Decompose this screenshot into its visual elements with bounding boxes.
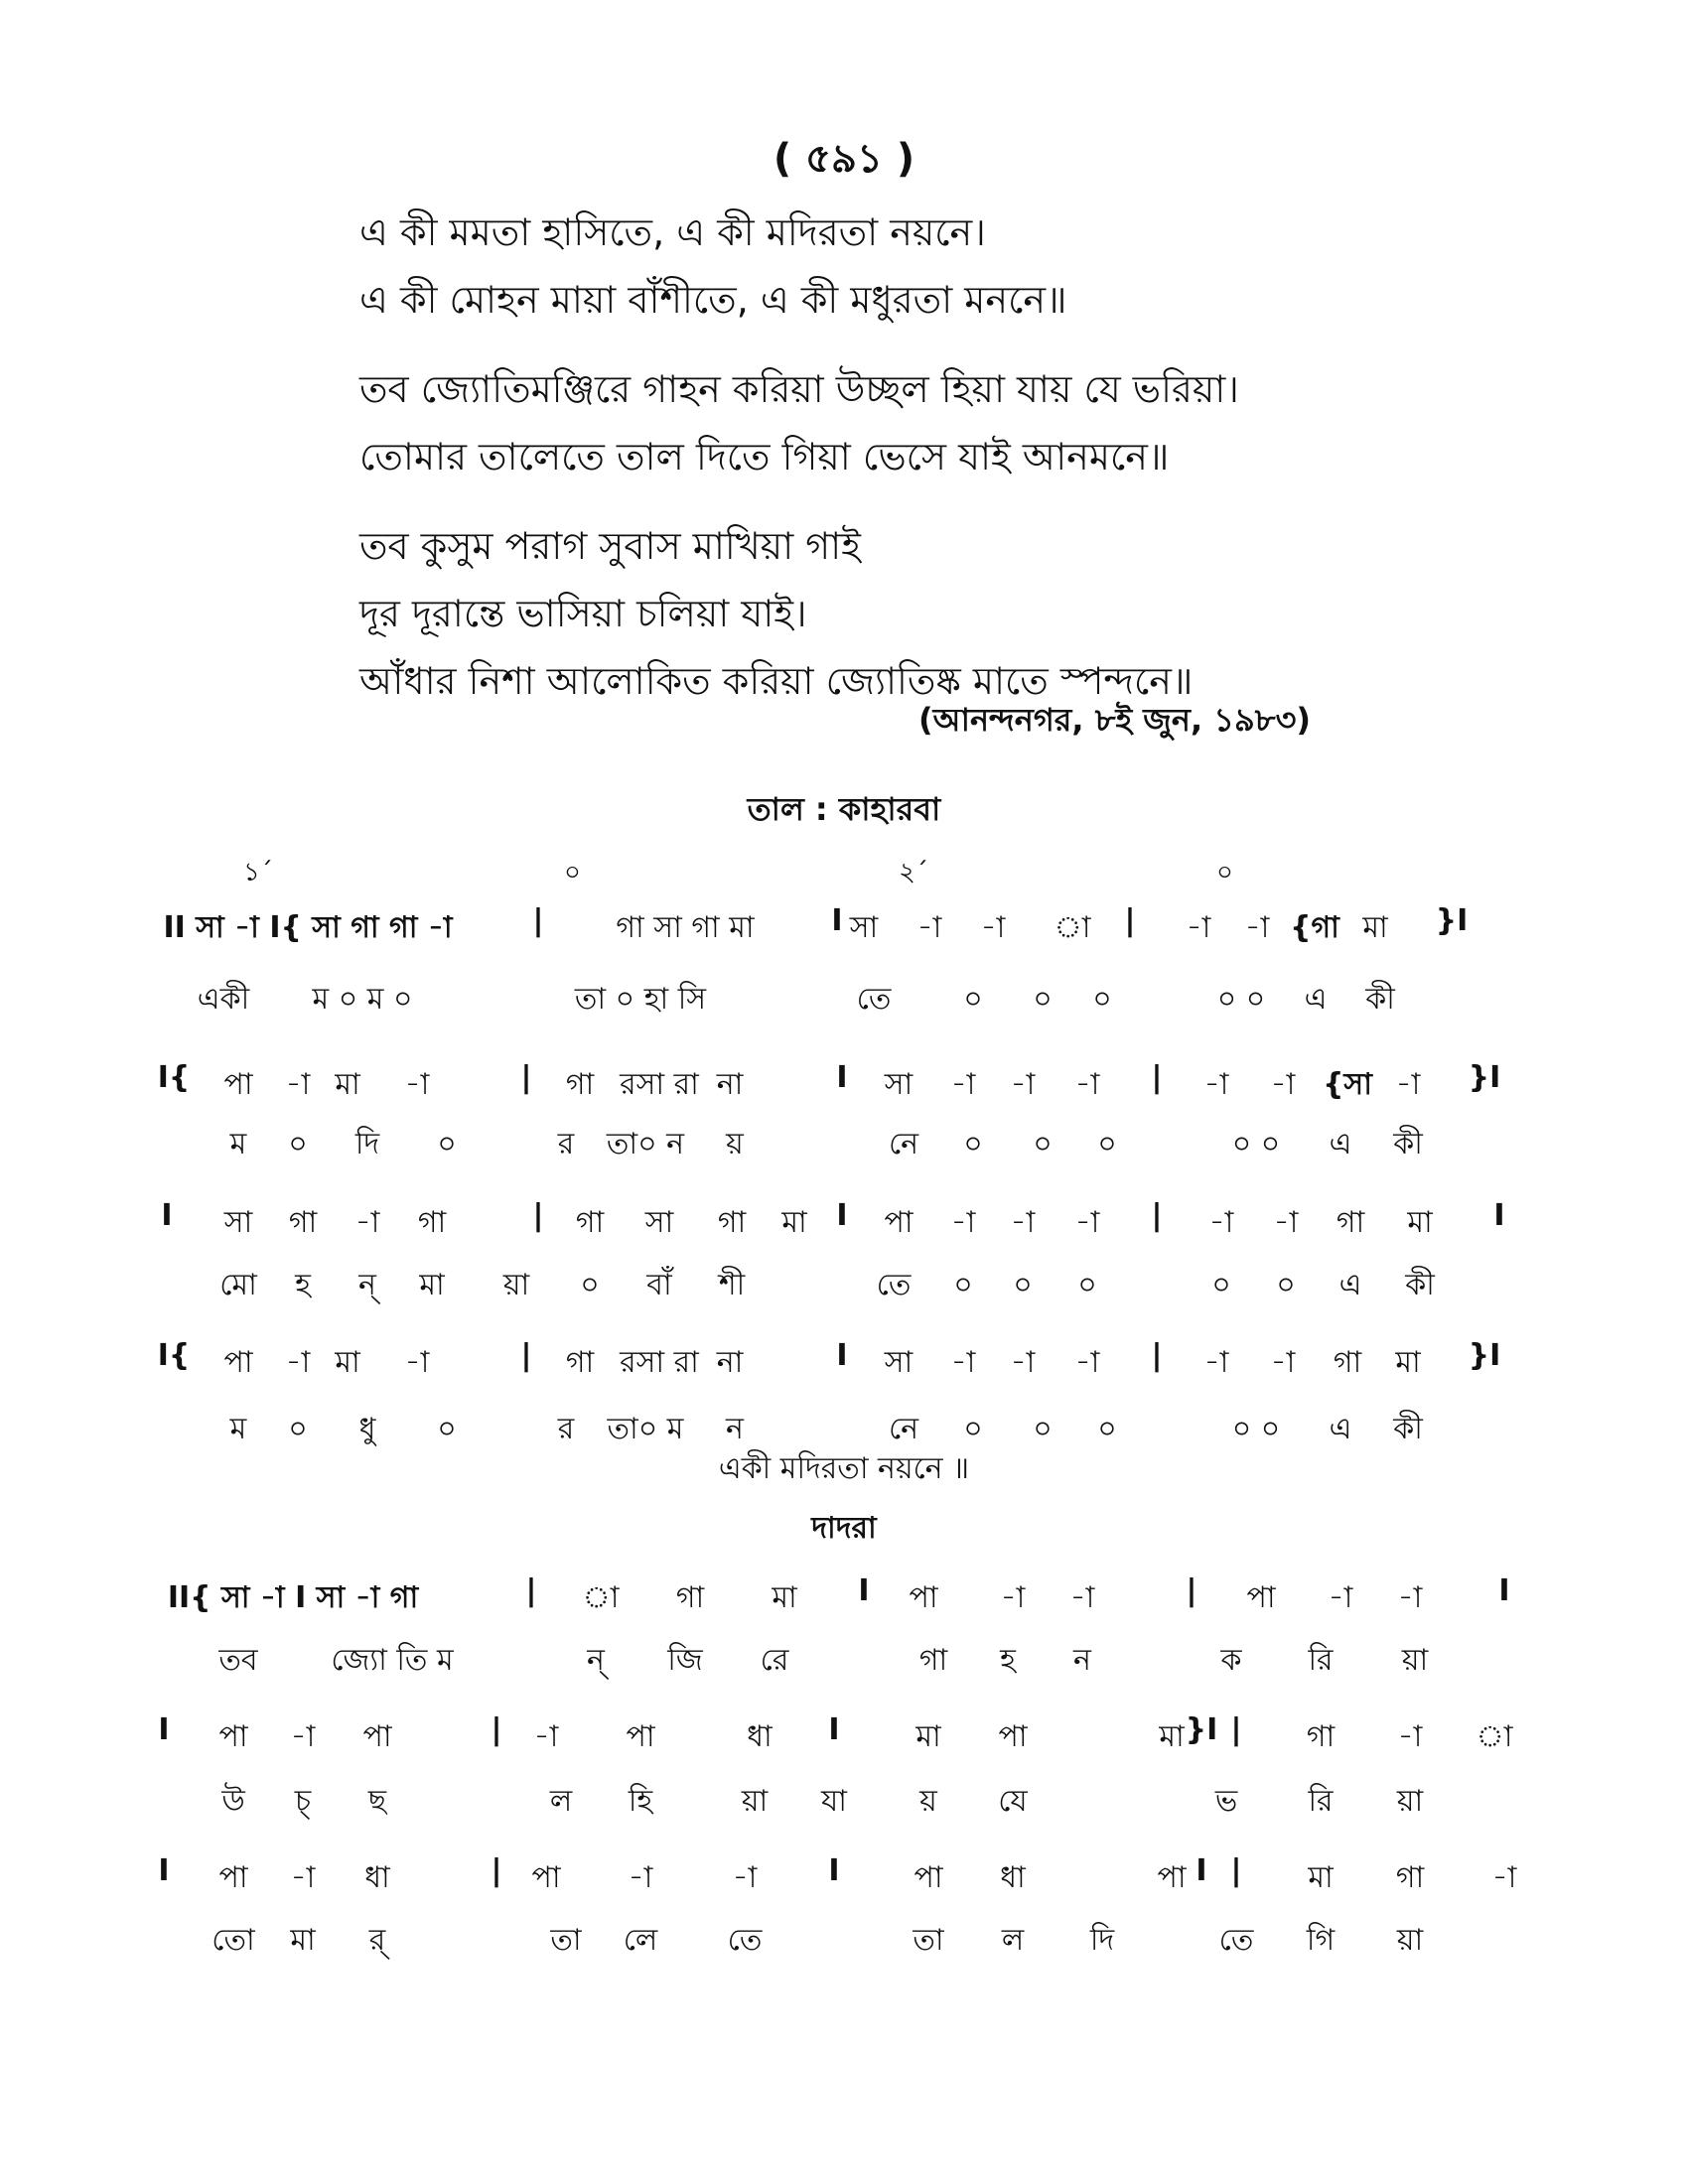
lyric-syllable: ন [1073,1643,1091,1678]
lyric-syllable: ল [549,1784,573,1819]
swara-note: -া [1074,1205,1100,1240]
lyric-syllable: জ্যো তি ম [331,1643,454,1678]
bar-line: I [1493,1198,1505,1233]
swara-note: -া [980,910,1006,945]
swara-note: -া [285,1345,311,1380]
swara-note: -া [354,1205,380,1240]
bar-line: {সা [1323,1067,1372,1102]
poem-line: আঁধার নিশা আলোকিত করিয়া জ্যোতিষ্ক মাতে স্পন্দনে॥ [359,659,1194,703]
swara-note: -া [404,1345,430,1380]
lyric-syllable: ০ [437,1412,457,1446]
lyric-syllable: ০ [1276,1268,1296,1302]
swara-note: সা [223,1205,253,1240]
lyric-syllable: য় [726,1127,744,1161]
lyric-syllable: মো [219,1268,257,1302]
bar-line: I [831,903,843,938]
lyric-syllable: হি [628,1784,653,1819]
poem-line: দূর দূরান্তে ভাসিয়া চলিয়া যাই। [359,592,807,635]
swara-note: গা [717,1205,747,1240]
bar-line: I [1196,1853,1207,1888]
tala-heading-kaharba: তাল : কাহারবা [747,790,941,828]
lyric-syllable: ম ০ ম ০ [312,982,413,1017]
swara-note: -া [1010,1067,1036,1102]
swara-note: া [1476,1719,1513,1754]
swara-note: না [716,1345,744,1380]
lyric-syllable: য়া [1401,1643,1429,1678]
swara-note: গা [565,1345,595,1380]
lyric-syllable: নে [888,1412,919,1446]
bar-line: | [532,1198,544,1233]
lyric-syllable: ০ [1077,1268,1097,1302]
swara-note: পা [218,1860,248,1895]
swara-note: সা [644,1205,674,1240]
lyric-syllable: ০ ০ [1231,1127,1281,1161]
poem-line: এ কী মমতা হাসিতে, এ কী মদিরতা নয়নে। [359,210,986,254]
swara-note: া [582,1580,620,1615]
lyric-syllable: দি [1089,1923,1115,1958]
beat-mark: ০ [564,858,581,887]
lyric-syllable: নে [888,1127,919,1161]
swara-note: -া [1186,910,1211,945]
lyric-syllable: ভ [1214,1784,1238,1819]
lyric-syllable: ০ ০ [1231,1412,1281,1446]
lyric-syllable: ০ [1033,982,1053,1017]
swara-note: গা সা গা মা [616,910,755,945]
swara-note: -া [732,1860,758,1895]
swara-note: -া [950,1067,976,1102]
lyric-syllable: গি [1306,1923,1336,1958]
lyric-syllable: তে [1218,1923,1254,1958]
beat-mark: ১´ [243,858,273,887]
lyric-syllable: ০ [1013,1268,1033,1302]
swara-note: মা [1159,1719,1185,1754]
swara-note: গা [1336,1205,1365,1240]
lyric-syllable: তে [876,1268,912,1302]
lyric-syllable: ০ [963,982,983,1017]
swara-note: -া [1010,1205,1036,1240]
swara-note: পা [223,1067,253,1102]
lyric-syllable: এ [1338,1268,1362,1302]
lyric-syllable: ০ [963,1412,983,1446]
lyric-syllable: হ [1000,1643,1016,1678]
lyric-syllable: মা [419,1268,445,1302]
swara-note: পা [1157,1860,1187,1895]
page-number: ( ৫৯১ ) [773,136,915,182]
swara-note: -া [1491,1860,1517,1895]
lyric-syllable: তা [913,1923,944,1958]
date-credit: (আনন্দনগর, ৮ই জুন, ১৯৮৩) [918,701,1311,739]
swara-note: সা [884,1067,914,1102]
swara-note: -া [290,1860,316,1895]
lyric-syllable: ন্ [587,1643,605,1678]
lyric-syllable: ধু [358,1412,376,1446]
swara-note: -া [1270,1345,1296,1380]
swara-note: -া [1395,1067,1421,1102]
swara-note: পা [884,1205,914,1240]
swara-note: ধা [747,1719,773,1754]
lyric-syllable: য়া [1396,1784,1424,1819]
lyric-syllable: ০ [288,1127,308,1161]
lyric-syllable: ছ [367,1784,387,1819]
lyric-syllable: দি [354,1127,380,1161]
lyric-syllable: কী [1393,1127,1423,1161]
lyric-syllable: য়া [502,1268,530,1302]
lyric-syllable: ক [1220,1643,1242,1678]
swara-note: মা [1407,1205,1433,1240]
lyric-syllable: যা [821,1784,847,1819]
lyric-syllable: হ [295,1268,311,1302]
swara-note: সা [849,910,879,945]
swara-note: -া [1074,1067,1100,1102]
swara-note: গা [1395,1860,1425,1895]
swara-note: -া [1203,1345,1229,1380]
lyric-syllable: ০ [1092,982,1112,1017]
swara-note: পা [218,1719,248,1754]
bar-line: }I [1468,1060,1501,1095]
bar-line: | [1151,1198,1163,1233]
lyric-syllable: কী [1405,1268,1435,1302]
bar-line: I{ [157,1338,191,1373]
swara-note: মা [1395,1345,1421,1380]
bar-line: | [525,1573,537,1608]
swara-note: পা [531,1860,561,1895]
lyric-syllable: ন [726,1412,744,1446]
bar-line: I [828,1853,840,1888]
lyric-syllable: রে [760,1643,789,1678]
bar-line: }I [1185,1712,1218,1747]
swara-note: পা [998,1719,1028,1754]
swara-note: মা [781,1205,807,1240]
lyric-syllable: য়া [1396,1923,1424,1958]
lyric-syllable: ০ [1097,1127,1117,1161]
bar-line: I [858,1573,870,1608]
swara-note: -া [628,1860,653,1895]
swara-note: গা [1306,1719,1336,1754]
swara-note: া [1054,910,1091,945]
bar-line: I [836,1060,848,1095]
swara-note: পা [362,1719,392,1754]
swara-note: -া [290,1719,316,1754]
swara-note: -া [285,1067,311,1102]
lyric-syllable: ০ [953,1268,973,1302]
lyric-syllable: ০ ০ [1216,982,1266,1017]
swara-note: -া [1208,1205,1234,1240]
lyric-syllable: তব [218,1643,258,1678]
swara-note: রসা রা [620,1345,699,1380]
swara-note: ধা [1000,1860,1026,1895]
swara-note: গা [417,1205,447,1240]
swara-note: -া [1397,1719,1423,1754]
lyric-syllable: লে [623,1923,658,1958]
bar-line: | [1186,1573,1197,1608]
swara-note: না [716,1067,744,1102]
lyric-syllable: চ্ [294,1784,312,1819]
swara-note: পা [914,1860,943,1895]
swara-note: -া [1000,1580,1026,1615]
lyric-syllable: তা০ ন [606,1127,685,1161]
lyric-syllable: ল [1001,1923,1025,1958]
bar-line: I [1498,1573,1510,1608]
swara-note: -া [533,1719,559,1754]
swara-note: পা [223,1345,253,1380]
swara-note: -া [1069,1580,1095,1615]
lyric-syllable: তে [856,982,892,1017]
swara-note: -া [1328,1580,1353,1615]
lyric-syllable: ০ [1033,1412,1053,1446]
bar-line: I [836,1198,848,1233]
swara-note: মা [335,1345,360,1380]
swara-note: মা [772,1580,797,1615]
swara-note: গা [575,1205,605,1240]
lyric-syllable: ০ [1211,1268,1231,1302]
bar-line: | [1151,1060,1163,1095]
bar-line: | [1230,1853,1242,1888]
bar-line: | [520,1338,532,1373]
bar-line: I{ [157,1060,191,1095]
swara-note: সা [884,1345,914,1380]
swara-note: পা [626,1719,655,1754]
swara-note: গা [288,1205,318,1240]
lyric-syllable: ন্ [358,1268,376,1302]
lyric-syllable: শী [718,1268,746,1302]
lyric-syllable: য়া [741,1784,769,1819]
bar-line: I [161,1198,173,1233]
bar-line: | [520,1060,532,1095]
lyric-syllable: তো [211,1923,255,1958]
bar-line: I [158,1853,170,1888]
bar-line: | [1151,1338,1163,1373]
beat-mark: ০ [1216,858,1233,887]
lyric-syllable: ০ [288,1412,308,1446]
lyric-syllable: ০ [1097,1412,1117,1446]
lyric-syllable: ম [229,1127,247,1161]
lyric-syllable: ০ [963,1127,983,1161]
swara-note: -া [404,1067,430,1102]
lyric-syllable: তে [727,1923,763,1958]
lyric-syllable: তা০ ম [607,1412,684,1446]
lyric-syllable: যে [998,1784,1028,1819]
bar-line: II{ সা -া I সা -া গা [167,1580,419,1615]
swara-note: -া [950,1345,976,1380]
lyric-syllable: মা [290,1923,316,1958]
swara-note: -া [1074,1345,1100,1380]
lyric-syllable: একী [197,982,250,1017]
lyric-syllable: র [557,1412,575,1446]
lyric-syllable: রি [1308,1643,1334,1678]
swara-note: রসা রা [620,1067,699,1102]
swara-note: গা [565,1067,595,1102]
swara-note: পা [909,1580,938,1615]
bar-line: I [158,1712,170,1747]
bar-line: | [532,903,544,938]
bar-line: | [491,1853,502,1888]
lyric-syllable: র [557,1127,575,1161]
bar-line: | [491,1712,502,1747]
swara-note: -া [916,910,942,945]
lyric-syllable: এ [1329,1127,1352,1161]
lyric-syllable: বাঁ [646,1268,672,1302]
lyric-syllable: ০ [580,1268,600,1302]
lyric-syllable: তা [550,1923,582,1958]
repeat-line: একী মদিরতা নয়নে ॥ [718,1451,970,1486]
poem-line: এ কী মোহন মায়া বাঁশীতে, এ কী মধুরতা মননে॥ [359,278,1067,322]
swara-note: ধা [364,1860,390,1895]
swara-note: -া [1273,1205,1299,1240]
lyric-syllable: এ [1329,1412,1352,1446]
swara-note: গা [1333,1345,1362,1380]
swara-note: মা [1308,1860,1334,1895]
lyric-syllable: রি [1308,1784,1334,1819]
lyric-syllable: য় [919,1784,937,1819]
swara-note: -া [1270,1067,1296,1102]
swara-note: গা [675,1580,705,1615]
lyric-syllable: ০ [437,1127,457,1161]
lyric-syllable: গা [918,1643,948,1678]
swara-note: -া [950,1205,976,1240]
bar-line: | [1124,903,1136,938]
swara-note: মা [1362,910,1388,945]
bar-line: II সা -া I{ সা গা গা -া [163,910,453,945]
swara-note: -া [1010,1345,1036,1380]
swara-note: -া [1244,910,1270,945]
lyric-syllable: উ [221,1784,245,1819]
tala-heading-dadra: দাদরা [811,1511,877,1546]
bar-line: {গা [1290,910,1339,945]
bar-line: | [1230,1712,1242,1747]
swara-note: -া [1397,1580,1423,1615]
lyric-syllable: কী [1393,1412,1423,1446]
lyric-syllable: ম [229,1412,247,1446]
bar-line: }I [1468,1338,1501,1373]
poem-line: তব জ্যোতিমঞ্জিরে গাহন করিয়া উচ্ছল হিয়া যায় যে ভরিয়া। [359,367,1239,411]
lyric-syllable: জি [667,1643,703,1678]
swara-note: -া [1203,1067,1229,1102]
lyric-syllable: ০ [1033,1127,1053,1161]
poem-line: তব কুসুম পরাগ সুবাস মাখিয়া গাই [359,524,861,568]
poem-line: তোমার তালেতে তাল দিতে গিয়া ভেসে যাই আনমনে॥ [359,435,1170,478]
swara-note: পা [1246,1580,1276,1615]
lyric-syllable: তা ০ হা সি [574,982,707,1017]
beat-mark: ২´ [899,858,928,887]
lyric-syllable: র্ [368,1923,386,1958]
swara-note: মা [915,1719,941,1754]
lyric-syllable: এ [1304,982,1328,1017]
swara-note: মা [335,1067,360,1102]
bar-line: I [836,1338,848,1373]
bar-line: }I [1435,903,1469,938]
lyric-syllable: কী [1365,982,1395,1017]
bar-line: I [828,1712,840,1747]
